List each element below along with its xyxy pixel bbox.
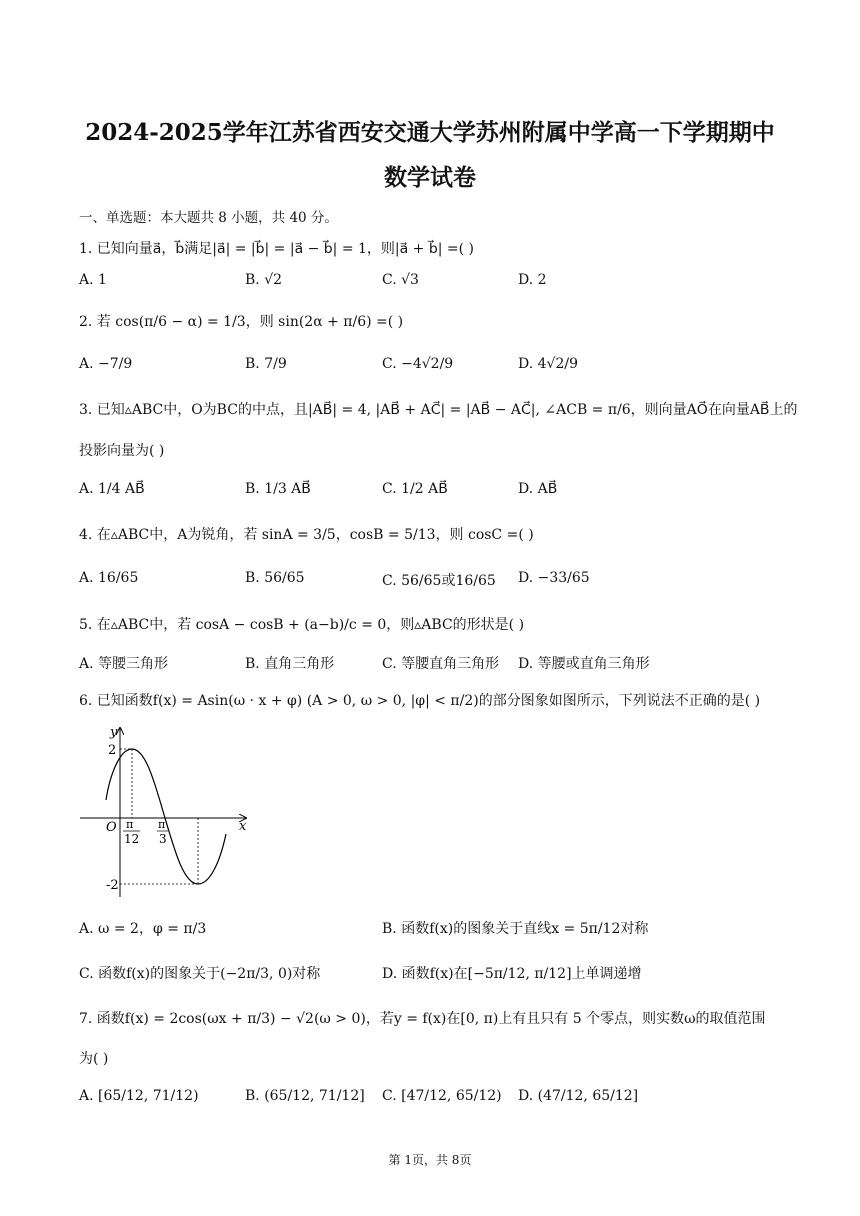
q4-option-c: C. 56/65或16/65 [382, 573, 496, 589]
q1-option-c: C. √3 [382, 272, 419, 288]
q2-option-b: B. 7/9 [245, 356, 287, 372]
question-3-stem: 3. 已知▵ABC中，O为BC的中点，且|AB⃗| = 4, |AB⃗ + AC⃗| = |AB⃗ − AC⃗|, ∠ACB = π/6，则向量AO⃗在向量AB⃗上的 [79, 402, 798, 418]
tick-pi12-den: 12 [124, 832, 140, 846]
q1-option-a: A. 1 [79, 272, 107, 288]
q2-option-c: C. −4√2/9 [382, 356, 454, 372]
q1-option-b: B. √2 [245, 272, 283, 288]
origin-label: O [106, 820, 117, 835]
q7-option-c: C. [47/12, 65/12) [382, 1088, 502, 1104]
q7-option-d: D. (47/12, 65/12] [518, 1088, 639, 1104]
q5-option-b: B. 直角三角形 [245, 656, 335, 672]
q5-option-a: A. 等腰三角形 [79, 656, 169, 672]
tick-pi12-num: π [126, 818, 134, 831]
q1-option-d: D. 2 [518, 272, 547, 288]
question-5-stem: 5. 在▵ABC中，若 cosA − cosB + (a−b)/c = 0，则▵ABC的形状是( ) [79, 617, 525, 633]
q4-option-d: D. −33/65 [518, 570, 590, 586]
question-2-stem: 2. 若 cos(π/6 − α) = 1/3，则 sin(2α + π/6) =( ) [79, 314, 404, 330]
sine-curve [106, 749, 226, 884]
question-7-stem: 7. 函数f(x) = 2cos(ωx + π/3) − √2(ω > 0)，若y = f(x)在[0, π)上有且只有 5 个零点，则实数ω的取值范围 [79, 1011, 766, 1027]
q3-option-c: C. 1/2 AB⃗ [382, 481, 448, 497]
q2-option-a: A. −7/9 [79, 356, 133, 372]
q6-option-c: C. 函数f(x)的图象关于(−2π/3, 0)对称 [79, 966, 321, 982]
q6-option-a: A. ω = 2，φ = π/3 [79, 921, 207, 937]
x-axis-label: x [239, 819, 247, 834]
question-1-stem: 1. 已知向量a⃗，b⃗满足|a⃗| = |b⃗| = |a⃗ − b⃗| = 1，则|a⃗ + b⃗| =( ) [79, 241, 475, 257]
document-title: 2024-2025学年江苏省西安交通大学苏州附属中学高一下学期期中 [85, 119, 775, 146]
document-subtitle: 数学试卷 [384, 164, 476, 191]
y-min-label: -2 [106, 878, 119, 893]
question-4-stem: 4. 在▵ABC中，A为锐角，若 sinA = 3/5，cosB = 5/13，则 cosC =( ) [79, 527, 534, 543]
q7-option-b: B. (65/12, 71/12] [245, 1088, 365, 1104]
q6-option-d: D. 函数f(x)在[−5π/12, π/12]上单调递增 [382, 966, 642, 982]
q5-option-c: C. 等腰直角三角形 [382, 656, 500, 672]
y-max-label: 2 [108, 743, 117, 758]
q7-option-a: A. [65/12, 71/12) [79, 1088, 199, 1104]
q5-option-d: D. 等腰或直角三角形 [518, 656, 650, 672]
sine-graph-figure [76, 722, 256, 902]
q6-option-b: B. 函数f(x)的图象关于直线x = 5π/12对称 [382, 921, 649, 937]
q3-option-d: D. AB⃗ [518, 481, 558, 497]
q4-option-b: B. 56/65 [245, 570, 305, 586]
q4-option-a: A. 16/65 [79, 570, 139, 586]
q2-option-d: D. 4√2/9 [518, 356, 578, 372]
question-3-stem-cont: 投影向量为( ) [79, 443, 165, 459]
tick-pi3-num: π [158, 818, 166, 831]
question-7-stem-cont: 为( ) [79, 1051, 109, 1067]
y-axis-label: y [110, 725, 118, 740]
q3-option-b: B. 1/3 AB⃗ [245, 481, 311, 497]
tick-pi3-den: 3 [159, 832, 167, 846]
section-heading: 一、单选题：本大题共 8 小题，共 40 分。 [79, 210, 338, 226]
question-6-stem: 6. 已知函数f(x) = Asin(ω · x + φ) (A > 0, ω > 0, |φ| < π/2)的部分图象如图所示，下列说法不正确的是( ) [79, 693, 761, 709]
q3-option-a: A. 1/4 AB⃗ [79, 481, 145, 497]
page-footer: 第 1页，共 8页 [388, 1153, 472, 1167]
